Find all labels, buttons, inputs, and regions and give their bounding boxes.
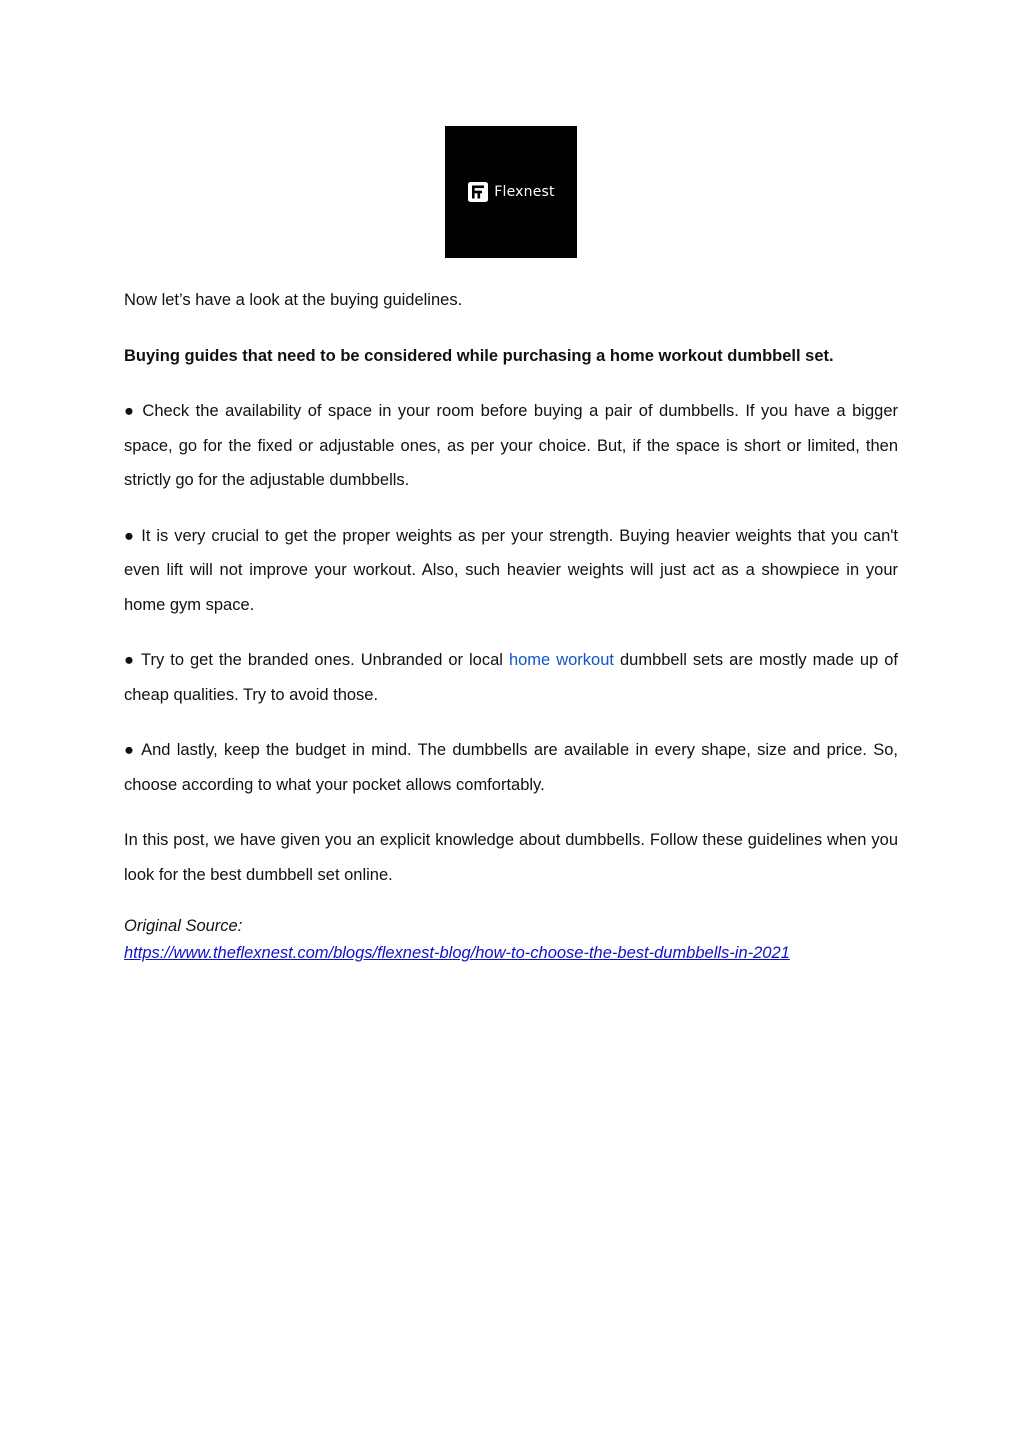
- bullet-text-before-link: ● Try to get the branded ones. Unbranded or local: [124, 651, 509, 669]
- original-source: [124, 913, 898, 967]
- closing-paragraph: In this post, we have given you an explicit knowledge about dumbbells. Follow these guidelines when you look for the best dumbbell set online.: [124, 831, 898, 884]
- bullet-item-weights: ● It is very crucial to get the proper weights as per your strength. Buying heavier weights that you can't even lift will not improve your workout. Also, such heavier weights will just act as a showpiece in your home gym space.: [124, 526, 898, 614]
- intro-paragraph: Now let’s have a look at the buying guidelines.: [124, 291, 463, 309]
- home-workout-link[interactable]: home workout: [508, 651, 614, 669]
- bullet-text-after-link: dumbbell sets are mostly made up of cheap qualities. Try to avoid those.: [124, 651, 899, 704]
- source-label: Original Source:: [124, 917, 243, 935]
- bullet-item-budget: ● And lastly, keep the budget in mind. The dumbbells are available in every shape, size and price. So, choose according to what your pocket allows comfortably.: [124, 741, 898, 794]
- section-heading: Buying guides that need to be considered while purchasing a home workout dumbbell set.: [124, 346, 834, 365]
- bullet-item-space: ● Check the availability of space in your room before buying a pair of dumbbells. If you have a bigger space, go for the fixed or adjustable ones, as per your choice. But, if the space is short or limited, then strictly go for the adjustable dumbbells.: [124, 402, 898, 489]
- logo-lockup: [467, 181, 554, 203]
- logo-brand-name: Flexnest: [494, 184, 555, 200]
- article-body: [124, 283, 898, 967]
- flexnest-logo: [445, 126, 577, 258]
- bullet-item-branded: [124, 643, 898, 712]
- source-url-link[interactable]: https://www.theflexnest.com/blogs/flexnest-blog/how-to-choose-the-best-dumbbells-in-2021: [124, 944, 790, 962]
- flexnest-f-logo-icon: [467, 181, 489, 203]
